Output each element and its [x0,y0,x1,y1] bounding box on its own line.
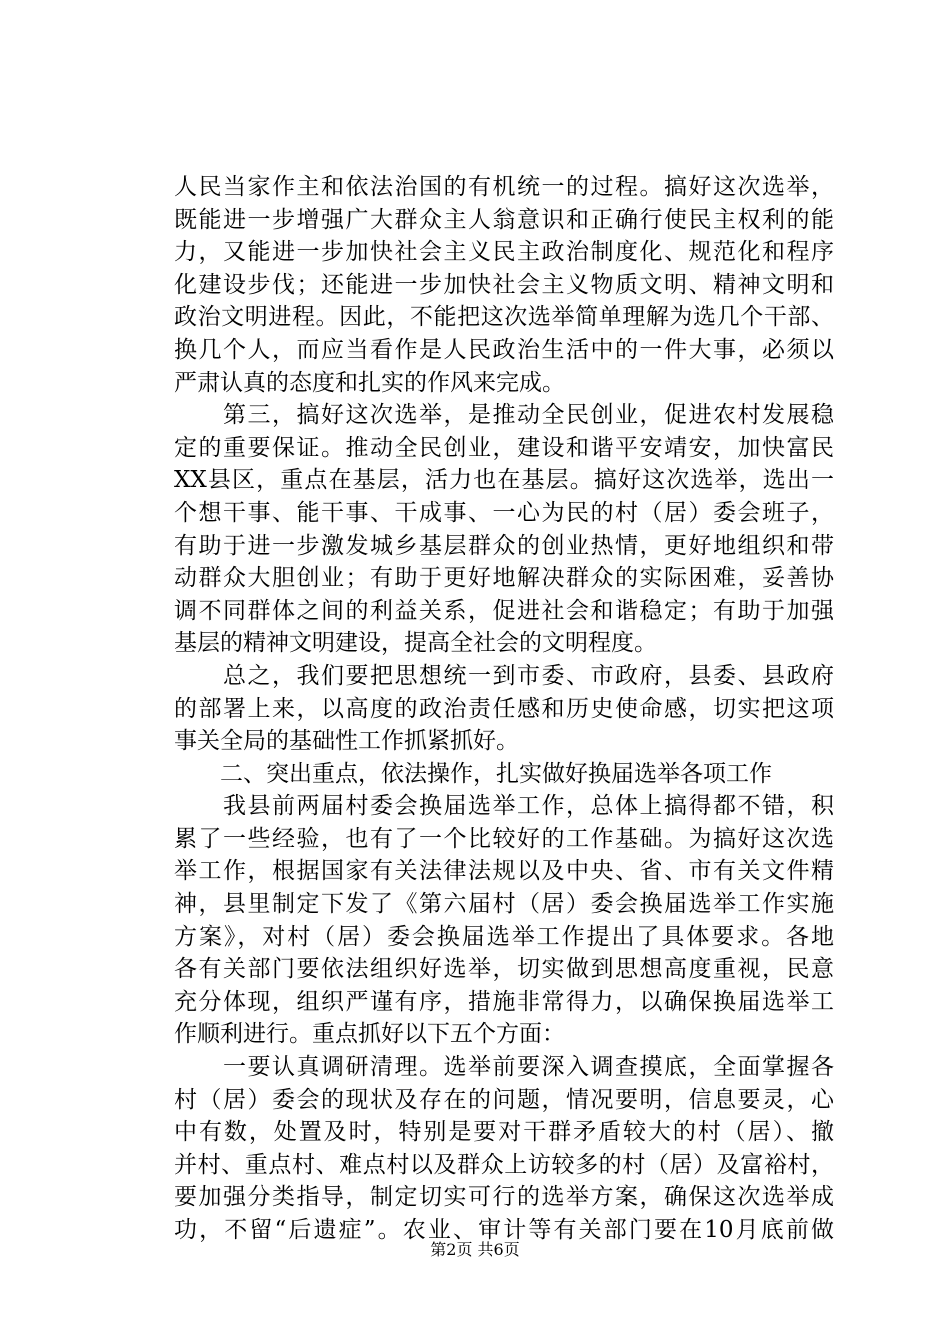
text-line: 化建设步伐；还能进一步加快社会主义物质文明、精神文明和 [174,271,834,298]
text-line: 政治文明进程。因此，不能把这次选举简单理解为选几个干部、 [174,304,834,331]
page-footer: 第2页 共6页 [430,1240,520,1259]
text-line: 定的重要保证。推动全民创业，建设和谐平安靖安，加快富民 [174,434,834,461]
text-line: 力，又能进一步加快社会主义民主政治制度化、规范化和程序 [174,239,834,266]
text-line: 作顺利进行。重点抓好以下五个方面： [174,1021,565,1048]
text-line: 事关全局的基础性工作抓紧抓好。 [174,728,519,755]
text-line: 的部署上来，以高度的政治责任感和历史使命感，切实把这项 [174,695,834,722]
text-line: 第三，搞好这次选举，是推动全民创业，促进农村发展稳 [174,402,834,429]
text-line: 换几个人，而应当看作是人民政治生活中的一件大事，必须以 [174,336,834,363]
text-line: 要加强分类指导，制定切实可行的选举方案，确保这次选举成 [174,1184,834,1211]
text-line: 既能进一步增强广大群众主人翁意识和正确行使民主权利的能 [174,206,834,233]
text-line: 动群众大胆创业；有助于更好地解决群众的实际困难，妥善协 [174,565,834,592]
text-line: 基层的精神文明建设，提高全社会的文明程度。 [174,630,657,657]
text-line: 举工作，根据国家有关法律法规以及中央、省、市有关文件精 [174,858,834,885]
text-line: 我县前两届村委会换届选举工作，总体上搞得都不错，积 [174,793,834,820]
body-text [174,171,834,1247]
text-line: 人民当家作主和依法治国的有机统一的过程。搞好这次选举， [174,174,834,200]
text-line: 方案》，对村（居）委会换届选举工作提出了具体要求。各地 [174,923,834,950]
text-line: 调不同群体之间的利益关系，促进社会和谐稳定；有助于加强 [174,597,834,624]
text-line: 总之，我们要把思想统一到市委、市政府，县委、县政府 [174,662,834,689]
text-line: 并村、重点村、难点村以及群众上访较多的村（居）及富裕村， [174,1151,834,1178]
text-line: 累了一些经验，也有了一个比较好的工作基础。为搞好这次选 [174,825,834,852]
text-line: 严肃认真的态度和扎实的作风来完成。 [174,369,565,396]
text-line: XX县区，重点在基层，活力也在基层。搞好这次选举，选出一 [174,467,834,494]
text-line: 中有数，处置及时，特别是要对干群矛盾较大的村（居）、撤 [174,1119,834,1146]
text-line: 有助于进一步激发城乡基层群众的创业热情，更好地组织和带 [174,532,834,559]
text-line: 一要认真调研清理。选举前要深入调查摸底，全面掌握各 [174,1054,834,1081]
text-line: 充分体现，组织严谨有序，措施非常得力，以确保换届选举工 [174,988,834,1015]
text-line: 二、突出重点，依法操作，扎实做好换届选举各项工作 [174,760,772,787]
text-line: 各有关部门要依法组织好选举，切实做到思想高度重视，民意 [174,956,834,983]
text-line: 功，不留“后遗症”。农业、审计等有关部门要在10月底前做 [174,1217,834,1243]
text-line: 神，县里制定下发了《第六届村（居）委会换届选举工作实施 [174,891,834,918]
text-line: 个想干事、能干事、干成事、一心为民的村（居）委会班子， [174,499,834,526]
text-line: 村（居）委会的现状及存在的问题，情况要明，信息要灵，心 [174,1086,834,1113]
